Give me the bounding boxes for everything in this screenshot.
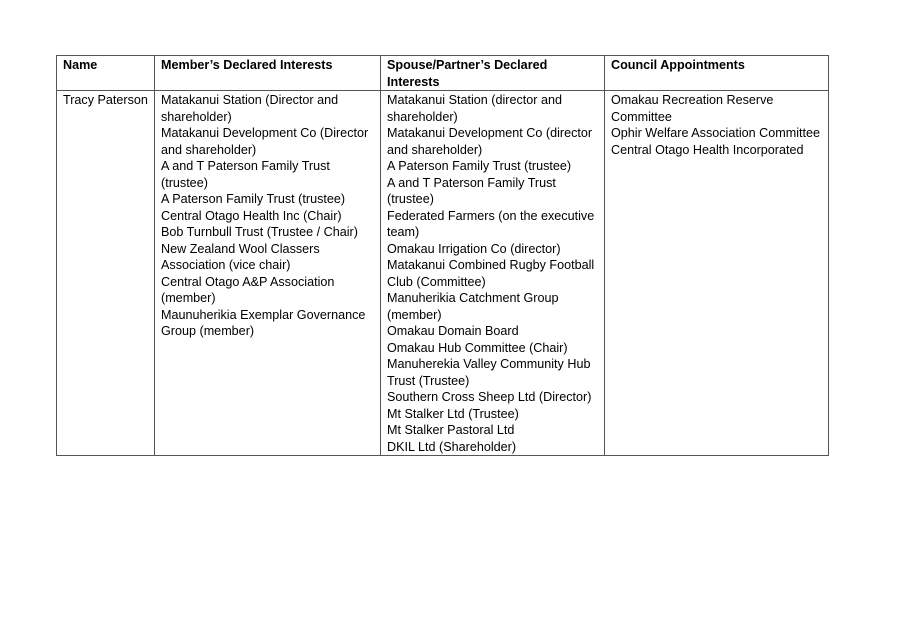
- member-interest-item: Matakanui Station (Director and shareholder): [161, 93, 339, 124]
- header-name: Name: [57, 56, 155, 91]
- spouse-interest-item: Manuherekia Valley Community Hub Trust (Trustee): [387, 357, 591, 388]
- council-appointment-item: Omakau Recreation Reserve Committee: [611, 93, 774, 124]
- council-appointment-item: Ophir Welfare Association Committee: [611, 126, 821, 140]
- spouse-interest-item: A and T Paterson Family Trust (trustee): [387, 175, 556, 206]
- spouse-interest-item: Manuherikia Catchment Group (member): [387, 291, 559, 322]
- header-member-interests: Member’s Declared Interests: [155, 56, 381, 91]
- spouse-interest-item: Matakanui Development Co (director and shareholder): [387, 126, 593, 157]
- spouse-interest-item: Federated Farmers (on the executive team): [387, 208, 595, 239]
- cell-spouse-interests: [381, 91, 605, 456]
- member-interest-item: New Zealand Wool Classers Association (vice chair): [161, 241, 320, 272]
- member-name: Tracy Paterson: [63, 93, 148, 107]
- council-appointment-item: Central Otago Health Incorporated: [611, 142, 804, 157]
- member-interest-item: Central Otago Health Inc (Chair): [161, 208, 342, 223]
- cell-council-appointments: [605, 91, 829, 456]
- declared-interests-table: [56, 55, 829, 456]
- spouse-interest-item: Omakau Hub Committee (Chair): [387, 340, 568, 355]
- spouse-interest-item: DKIL Ltd (Shareholder): [387, 439, 517, 454]
- member-interest-item: A and T Paterson Family Trust (trustee): [161, 159, 330, 190]
- table-row: [57, 91, 829, 456]
- cell-name: [57, 91, 155, 456]
- member-interest-item: Central Otago A&P Association (member): [161, 274, 335, 305]
- header-council-appointments: Council Appointments: [605, 56, 829, 91]
- header-spouse-interests: Spouse/Partner’s Declared Interests: [381, 56, 605, 91]
- spouse-interest-item: Omakau Domain Board: [387, 324, 519, 338]
- header-row: [57, 56, 829, 91]
- member-interest-item: Matakanui Development Co (Director and shareholder): [161, 126, 369, 157]
- spouse-interest-item: Mt Stalker Ltd (Trustee): [387, 406, 519, 421]
- spouse-interest-item: Mt Stalker Pastoral Ltd: [387, 423, 515, 437]
- cell-member-interests: [155, 91, 381, 456]
- spouse-interest-item: Matakanui Station (director and shareholder): [387, 93, 563, 124]
- member-interest-item: Bob Turnbull Trust (Trustee / Chair): [161, 225, 358, 239]
- member-interest-item: Maunuherikia Exemplar Governance Group (member): [161, 307, 366, 338]
- spouse-interest-item: Southern Cross Sheep Ltd (Director): [387, 390, 592, 404]
- spouse-interest-item: A Paterson Family Trust (trustee): [387, 159, 572, 173]
- spouse-interest-item: Omakau Irrigation Co (director): [387, 241, 561, 256]
- spouse-interest-item: Matakanui Combined Rugby Football Club (Committee): [387, 258, 595, 289]
- member-interest-item: A Paterson Family Trust (trustee): [161, 192, 346, 206]
